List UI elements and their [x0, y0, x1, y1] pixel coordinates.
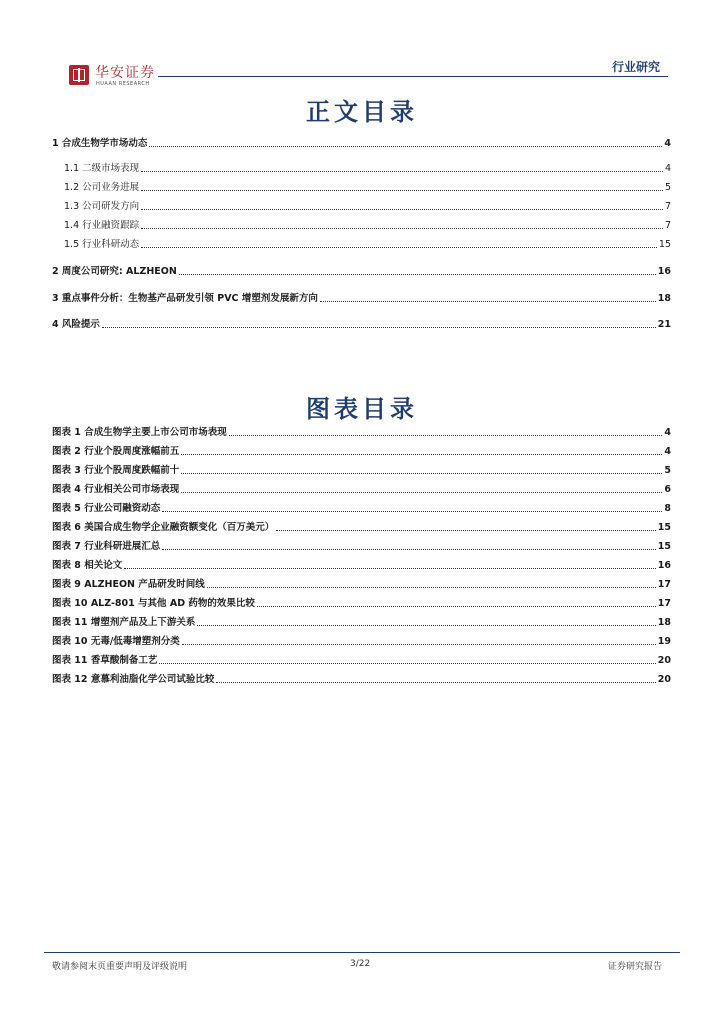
- toc-entry-page: 18: [657, 293, 671, 304]
- figure-entry-page: 16: [657, 560, 671, 571]
- figure-entry-page: 8: [664, 503, 671, 514]
- toc-leader: [141, 246, 657, 248]
- toc-entry-text: 2 周度公司研究: ALZHEON: [52, 266, 177, 277]
- figure-entry-page: 20: [657, 655, 671, 666]
- toc-entry-text: 1.3 公司研发方向: [64, 201, 140, 212]
- figure-entry-page: 17: [657, 579, 671, 590]
- page-number: 3/22: [350, 959, 371, 969]
- toc-leader: [181, 472, 662, 474]
- figure-entry[interactable]: [52, 596, 671, 610]
- toc-leader: [141, 208, 663, 210]
- figure-entry-text: 图表 12 意慕利油脂化学公司试验比较: [52, 674, 215, 685]
- toc-leader: [162, 548, 656, 550]
- figure-entry[interactable]: [52, 653, 671, 667]
- figure-entry[interactable]: [52, 558, 671, 572]
- toc-entry-text: 1.5 行业科研动态: [64, 239, 140, 250]
- toc-entry-text: 1.2 公司业务进展: [64, 182, 140, 193]
- toc-entry-page: 16: [657, 266, 671, 277]
- toc-leader: [159, 662, 655, 664]
- toc-leader: [276, 529, 656, 531]
- toc-leader: [162, 510, 662, 512]
- toc-leader: [149, 145, 662, 147]
- figure-entry-text: 图表 10 无毒/低毒增塑剂分类: [52, 636, 180, 647]
- toc-leader: [124, 567, 656, 569]
- toc-entry[interactable]: [64, 218, 671, 232]
- toc-leader: [216, 681, 655, 683]
- toc-leader: [141, 170, 663, 172]
- toc-entry[interactable]: [52, 264, 671, 278]
- figure-entry[interactable]: [52, 482, 671, 496]
- toc-leader: [257, 605, 656, 607]
- toc-entry[interactable]: [64, 199, 671, 213]
- brand-name: 华安证券: [95, 65, 155, 81]
- figure-entry-text: 图表 7 行业科研进展汇总: [52, 541, 161, 552]
- figure-entry-page: 4: [664, 446, 671, 457]
- figure-entry[interactable]: [52, 425, 671, 439]
- toc-entry-page: 5: [664, 182, 671, 193]
- figure-entry-text: 图表 11 香草酸制备工艺: [52, 655, 158, 666]
- figure-entry-text: 图表 9 ALZHEON 产品研发时间线: [52, 579, 205, 590]
- figure-entry-text: 图表 6 美国合成生物学企业融资额变化（百万美元）: [52, 522, 275, 533]
- figure-entry[interactable]: [52, 444, 671, 458]
- toc-entry-text: 1.1 二级市场表现: [64, 163, 140, 174]
- report-category-label: 行业研究: [611, 60, 660, 74]
- figure-entry[interactable]: [52, 672, 671, 686]
- toc-leader: [181, 453, 662, 455]
- toc-leader: [182, 643, 656, 645]
- toc-entry-text: 1.4 行业融资跟踪: [64, 220, 140, 231]
- figure-entry-page: 15: [657, 541, 671, 552]
- toc-leader: [207, 586, 656, 588]
- toc-leader: [320, 300, 656, 302]
- toc-leader: [229, 434, 663, 436]
- figure-entry[interactable]: [52, 520, 671, 534]
- toc-entry[interactable]: [64, 237, 671, 251]
- figure-entry-text: 图表 10 ALZ-801 与其他 AD 药物的效果比较: [52, 598, 255, 609]
- toc-entry[interactable]: [52, 291, 671, 305]
- figure-entry-text: 图表 1 合成生物学主要上市公司市场表现: [52, 427, 227, 438]
- figure-entry-page: 15: [657, 522, 671, 533]
- toc-entry[interactable]: [52, 136, 671, 150]
- figures-title: 图表目录: [306, 394, 418, 423]
- toc-leader: [181, 491, 662, 493]
- figure-entry-text: 图表 2 行业个股周度涨幅前五: [52, 446, 180, 457]
- toc-entry-page: 4: [664, 163, 671, 174]
- figure-entry-text: 图表 4 行业相关公司市场表现: [52, 484, 180, 495]
- figure-entry[interactable]: [52, 463, 671, 477]
- toc-entry-text: 4 风险提示: [52, 319, 100, 330]
- toc-leader: [102, 326, 656, 328]
- figure-entry-text: 图表 5 行业公司融资动态: [52, 503, 161, 514]
- toc-leader: [141, 227, 663, 229]
- toc-entry-page: 15: [658, 239, 671, 250]
- toc-entry[interactable]: [64, 180, 671, 194]
- toc-leader: [179, 273, 656, 275]
- toc-leader: [197, 624, 655, 626]
- footer-disclaimer: 敬请参阅末页重要声明及评级说明: [52, 962, 188, 972]
- figure-entry-page: 5: [664, 465, 671, 476]
- toc-entry-page: 4: [664, 138, 671, 149]
- brand-subtitle: HUAAN RESEARCH: [96, 81, 150, 87]
- figure-entry-page: 18: [657, 617, 671, 628]
- figure-entry-text: 图表 3 行业个股周度跌幅前十: [52, 465, 180, 476]
- figure-entry-text: 图表 8 相关论文: [52, 560, 123, 571]
- figure-entry[interactable]: [52, 539, 671, 553]
- toc-entry[interactable]: [64, 161, 671, 175]
- figure-entry-page: 20: [657, 674, 671, 685]
- figure-entry[interactable]: [52, 634, 671, 648]
- toc-leader: [141, 189, 663, 191]
- figure-entry-page: 4: [664, 427, 671, 438]
- figure-entry[interactable]: [52, 615, 671, 629]
- figure-entry[interactable]: [52, 501, 671, 515]
- toc-entry-text: 1 合成生物学市场动态: [52, 138, 148, 149]
- header-divider: [158, 76, 668, 77]
- footer-doc-type: 证券研究报告: [607, 962, 662, 972]
- toc-entry-page: 7: [664, 201, 671, 212]
- toc-entry-page: 7: [664, 220, 671, 231]
- toc-entry-text: 3 重点事件分析：生物基产品研发引领 PVC 增塑剂发展新方向: [52, 293, 318, 304]
- footer-divider: [44, 952, 680, 953]
- figure-entry[interactable]: [52, 577, 671, 591]
- figure-entry-page: 17: [657, 598, 671, 609]
- toc-entry[interactable]: [52, 317, 671, 331]
- toc-title: 正文目录: [306, 97, 418, 126]
- figure-entry-page: 6: [664, 484, 671, 495]
- company-logo-icon: [69, 65, 89, 85]
- toc-entry-page: 21: [657, 319, 671, 330]
- figure-entry-page: 19: [657, 636, 671, 647]
- figure-entry-text: 图表 11 增塑剂产品及上下游关系: [52, 617, 196, 628]
